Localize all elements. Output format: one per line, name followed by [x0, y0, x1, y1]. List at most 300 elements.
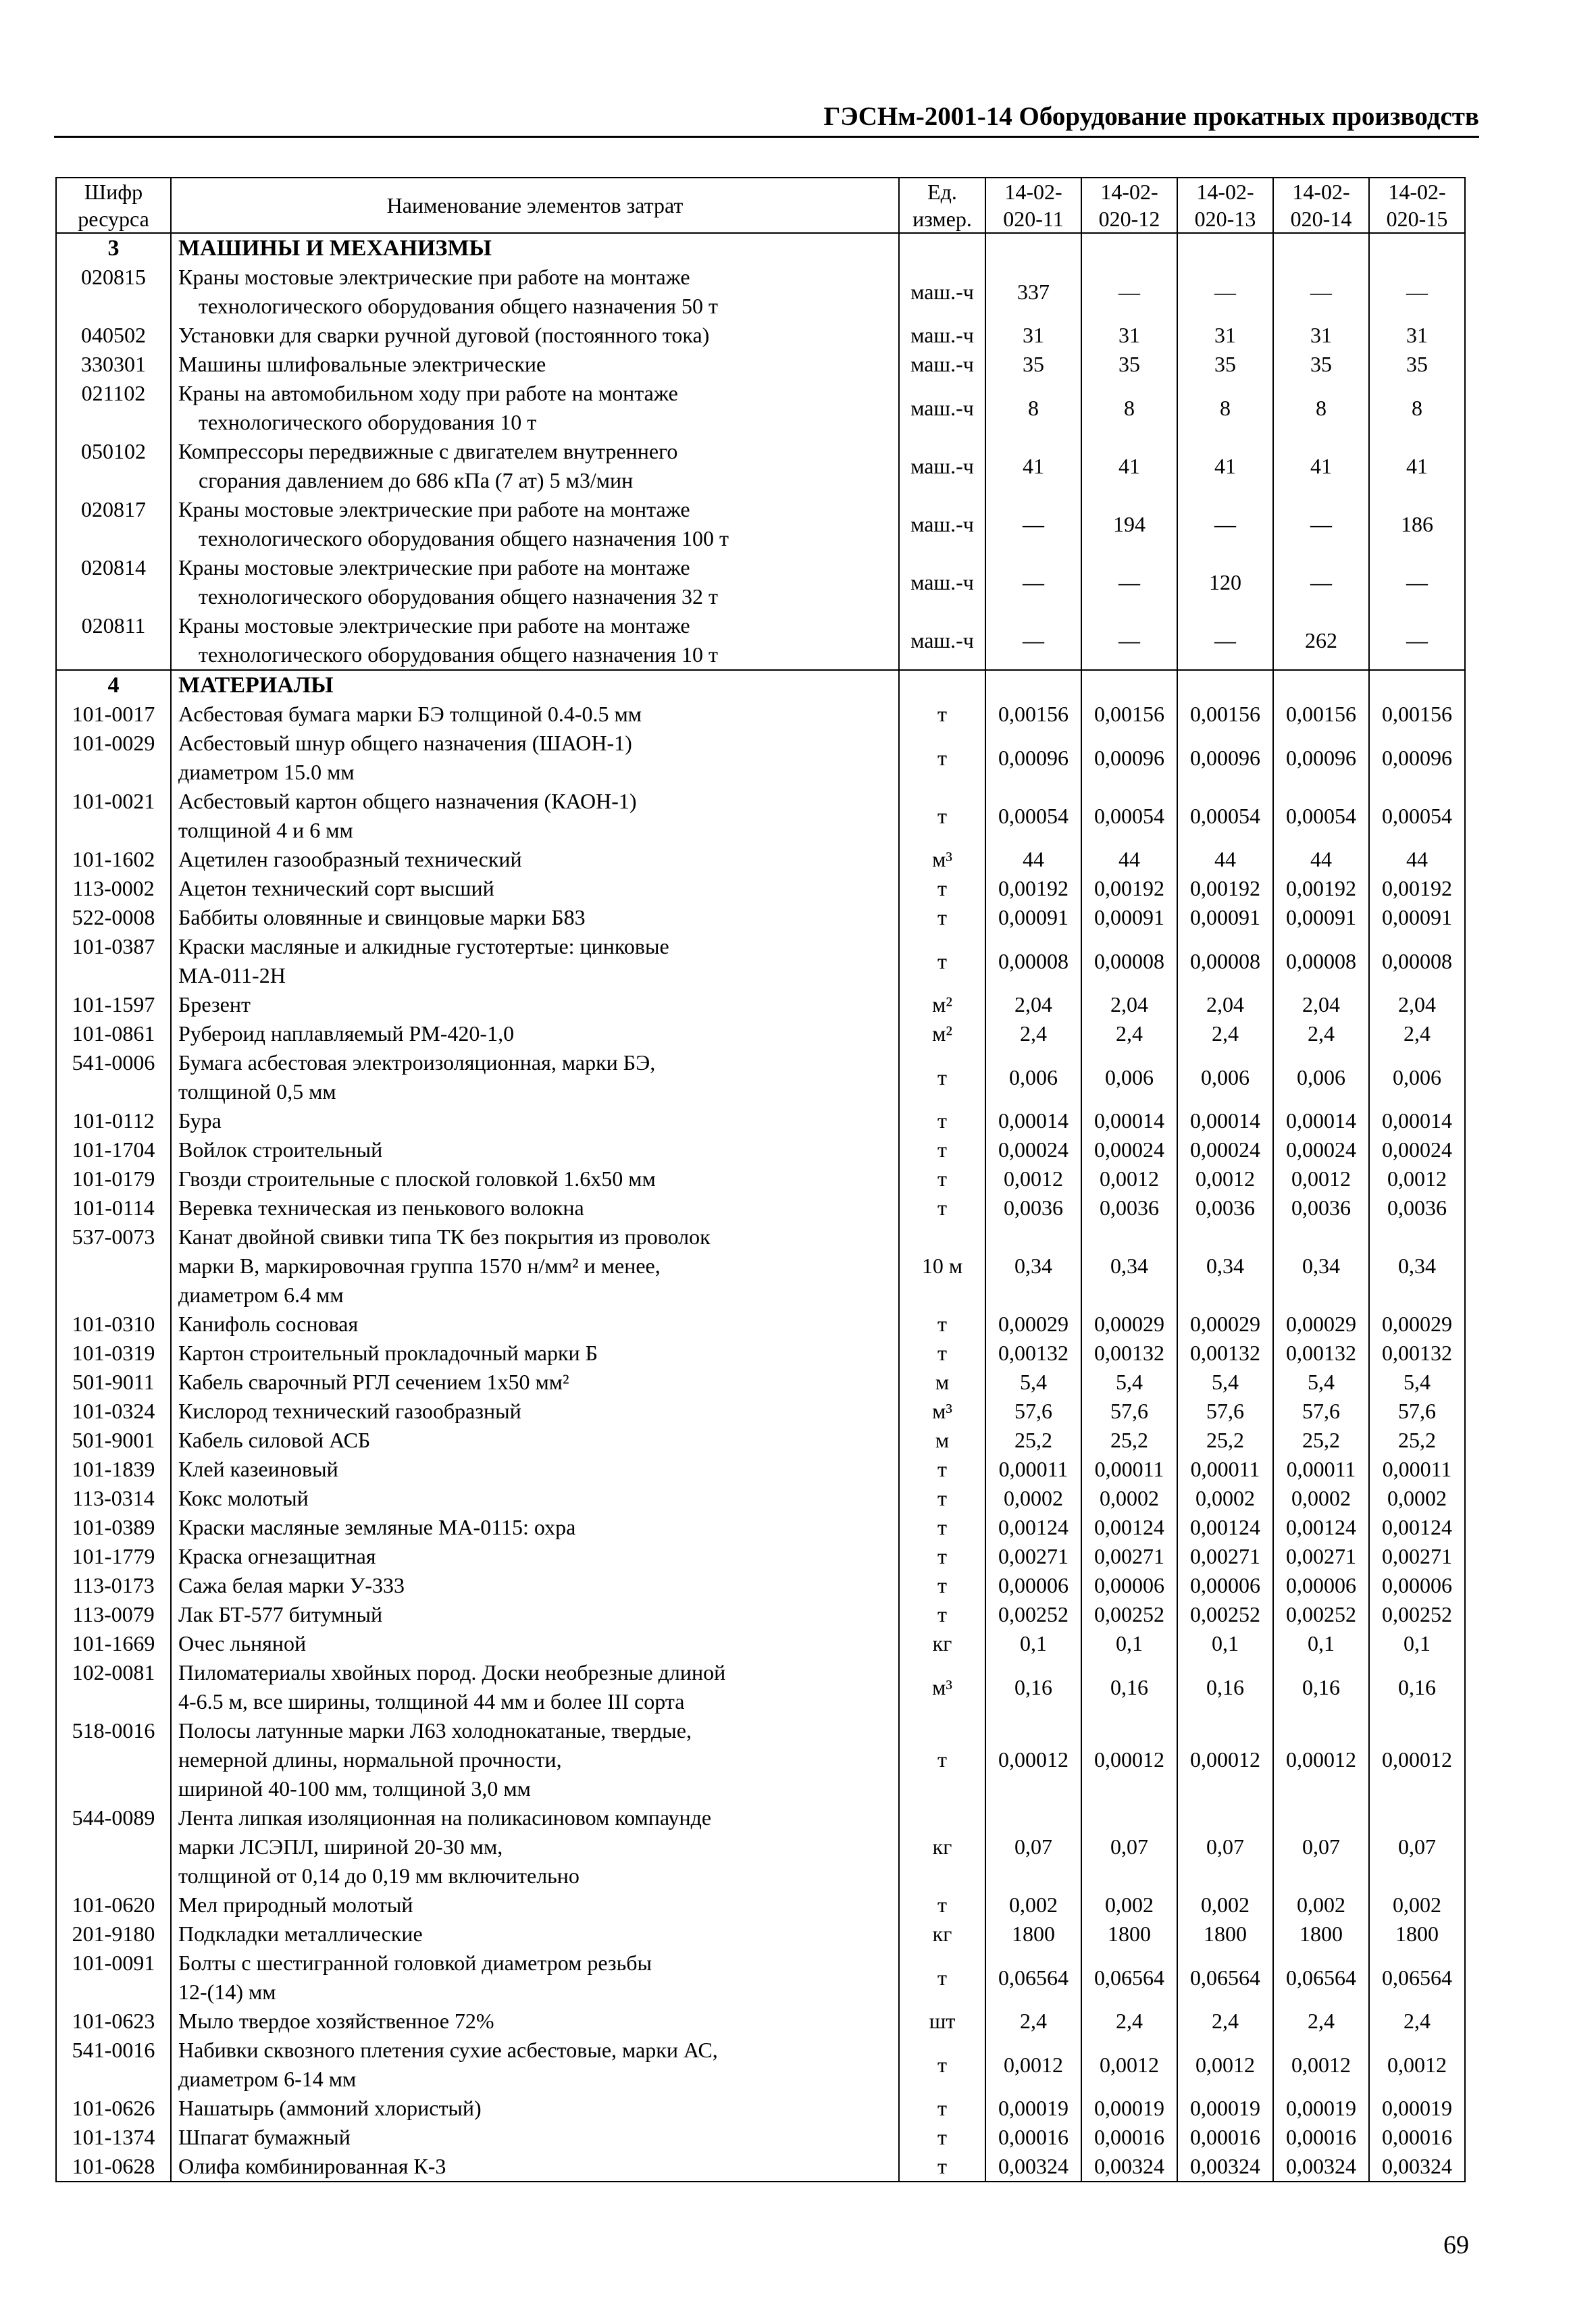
table-row — [56, 1803, 1465, 1891]
table-row — [56, 1223, 1465, 1310]
norm-value: 2,4 — [985, 1019, 1081, 1048]
empty-cell — [1273, 670, 1369, 700]
unit-of-measure: т — [899, 1484, 985, 1513]
norm-value: 1800 — [1273, 1920, 1369, 1949]
resource-name — [171, 1455, 899, 1484]
norm-value: — — [1177, 495, 1273, 553]
norm-value: 0,00124 — [1177, 1513, 1273, 1542]
resource-name — [171, 903, 899, 932]
norm-value: 0,00324 — [1081, 2152, 1177, 2182]
table-row — [56, 1600, 1465, 1629]
table-row — [56, 1629, 1465, 1658]
section-number: 3 — [56, 233, 171, 263]
column-header-norm-4 — [1273, 178, 1369, 233]
resource-code: 101-1602 — [56, 845, 171, 874]
table-row — [56, 932, 1465, 990]
norm-value: 0,00016 — [1081, 2123, 1177, 2152]
unit-of-measure: 10 м — [899, 1223, 985, 1310]
norm-value: 0,00011 — [1177, 1455, 1273, 1484]
norm-value: 0,00016 — [1177, 2123, 1273, 2152]
resource-name-line: Канат двойной свивки типа ТК без покрытия из проволок — [178, 1225, 711, 1249]
norm-value: 0,00014 — [1369, 1106, 1465, 1135]
page-number: 69 — [1443, 2231, 1469, 2259]
unit-of-measure: т — [899, 1600, 985, 1629]
norm-value: 0,07 — [1081, 1803, 1177, 1891]
resource-name — [171, 700, 899, 729]
norm-value: 0,00096 — [985, 729, 1081, 787]
resource-code: 040502 — [56, 321, 171, 350]
unit-of-measure: маш.-ч — [899, 321, 985, 350]
norm-value: 0,34 — [1081, 1223, 1177, 1310]
norm-value: 2,04 — [1369, 990, 1465, 1019]
norm-value: 0,00008 — [1081, 932, 1177, 990]
table-row — [56, 2036, 1465, 2094]
table-row — [56, 611, 1465, 670]
norm-value: 0,00324 — [985, 2152, 1081, 2182]
resource-name — [171, 495, 899, 553]
column-header-norm-3 — [1177, 178, 1273, 233]
norm-value: 44 — [1177, 845, 1273, 874]
norm-value: 41 — [1177, 437, 1273, 495]
table-row — [56, 2123, 1465, 2152]
resource-name — [171, 1600, 899, 1629]
resource-name-line: Асбестовый шнур общего назначения (ШАОН-1) — [178, 731, 632, 755]
norm-value: 57,6 — [1369, 1397, 1465, 1426]
resource-name-line: Установки для сварки ручной дуговой (постоянного тока) — [178, 323, 710, 347]
resource-name-line: Болты с шестигранной головкой диаметром резьбы — [178, 1951, 652, 1975]
section-header-row — [56, 670, 1465, 700]
resource-name — [171, 1484, 899, 1513]
norm-value: 0,07 — [985, 1803, 1081, 1891]
resource-name — [171, 1106, 899, 1135]
resource-name — [171, 1339, 899, 1368]
norm-value: 0,00016 — [985, 2123, 1081, 2152]
norm-value: 0,07 — [1273, 1803, 1369, 1891]
resource-code: 102-0081 — [56, 1658, 171, 1716]
norm-value: 0,002 — [1273, 1891, 1369, 1920]
resource-name-line: Гвозди строительные с плоской головкой 1.6х50 мм — [178, 1166, 656, 1191]
norm-value: 44 — [1369, 845, 1465, 874]
empty-cell — [899, 670, 985, 700]
resource-name — [171, 437, 899, 495]
norm-value: 0,00008 — [985, 932, 1081, 990]
norm-value: 0,00019 — [1177, 2094, 1273, 2123]
table-row — [56, 263, 1465, 321]
norm-value: 25,2 — [1369, 1426, 1465, 1455]
table-row — [56, 787, 1465, 845]
table-row — [56, 1426, 1465, 1455]
norm-value: 2,4 — [1081, 2007, 1177, 2036]
unit-of-measure: т — [899, 874, 985, 903]
norm-value: 25,2 — [1081, 1426, 1177, 1455]
empty-cell — [1081, 233, 1177, 263]
table-row — [56, 1339, 1465, 1368]
table-row — [56, 729, 1465, 787]
unit-of-measure: маш.-ч — [899, 350, 985, 379]
norm-value: 25,2 — [1177, 1426, 1273, 1455]
resource-name — [171, 1164, 899, 1193]
norm-value: 0,0036 — [1177, 1193, 1273, 1223]
unit-of-measure: т — [899, 1310, 985, 1339]
unit-of-measure: кг — [899, 1920, 985, 1949]
resource-code: 101-0029 — [56, 729, 171, 787]
unit-of-measure: т — [899, 787, 985, 845]
norm-value: 2,4 — [1273, 1019, 1369, 1048]
resource-name — [171, 2152, 899, 2182]
norm-value: 0,07 — [1369, 1803, 1465, 1891]
norm-value: 0,00006 — [1369, 1571, 1465, 1600]
norm-value: 2,04 — [1081, 990, 1177, 1019]
norm-value: 0,07 — [1177, 1803, 1273, 1891]
table-row — [56, 2152, 1465, 2182]
section-number: 4 — [56, 670, 171, 700]
table-row — [56, 1397, 1465, 1426]
unit-of-measure: т — [899, 1193, 985, 1223]
norm-value: 0,06564 — [1177, 1949, 1273, 2007]
norm-value: 2,4 — [1177, 2007, 1273, 2036]
empty-cell — [1177, 670, 1273, 700]
resource-name-line: Войлок строительный — [178, 1137, 383, 1162]
norm-value: 41 — [985, 437, 1081, 495]
resource-name-line: Краски масляные и алкидные густотертые: цинковые — [178, 934, 669, 958]
norm-value: 35 — [1273, 350, 1369, 379]
norm-value: 0,00252 — [1177, 1600, 1273, 1629]
norm-value: 0,34 — [1273, 1223, 1369, 1310]
resource-code: 518-0016 — [56, 1716, 171, 1803]
resource-code: 101-0324 — [56, 1397, 171, 1426]
norm-value: 0,00019 — [985, 2094, 1081, 2123]
unit-of-measure: кг — [899, 1803, 985, 1891]
norm-value: 0,00012 — [1177, 1716, 1273, 1803]
norm-value: 0,0002 — [1177, 1484, 1273, 1513]
resource-code: 101-0112 — [56, 1106, 171, 1135]
unit-of-measure: т — [899, 1891, 985, 1920]
norm-value: 0,1 — [1177, 1629, 1273, 1658]
norm-value: 0,00054 — [985, 787, 1081, 845]
resource-name — [171, 1571, 899, 1600]
unit-of-measure: т — [899, 1716, 985, 1803]
column-header-name: Наименование элементов затрат — [171, 178, 899, 233]
norm-value: 0,006 — [1177, 1048, 1273, 1106]
resource-name — [171, 932, 899, 990]
resource-code: 101-0861 — [56, 1019, 171, 1048]
empty-cell — [985, 233, 1081, 263]
resource-name-line: диаметром 15.0 мм — [178, 760, 355, 784]
norm-value: 0,002 — [1081, 1891, 1177, 1920]
unit-of-measure: т — [899, 2036, 985, 2094]
norm-value: 0,00252 — [1081, 1600, 1177, 1629]
resource-name — [171, 1629, 899, 1658]
norm-value: — — [1177, 611, 1273, 670]
unit-of-measure: кг — [899, 1629, 985, 1658]
norm-value: 0,00029 — [1081, 1310, 1177, 1339]
norm-value: 0,16 — [1081, 1658, 1177, 1716]
resource-code: 101-0387 — [56, 932, 171, 990]
resource-name-line: Баббиты оловянные и свинцовые марки Б83 — [178, 905, 586, 929]
unit-of-measure: маш.-ч — [899, 495, 985, 553]
norm-value: 0,1 — [1273, 1629, 1369, 1658]
norm-value: 0,00324 — [1273, 2152, 1369, 2182]
norm-value: — — [1273, 553, 1369, 611]
header-line: 020-14 — [1290, 207, 1352, 231]
resource-code: 101-0091 — [56, 1949, 171, 2007]
resource-code: 101-0389 — [56, 1513, 171, 1542]
header-line: 14-02- — [1004, 180, 1062, 204]
unit-of-measure: шт — [899, 2007, 985, 2036]
norm-value: 0,0036 — [1273, 1193, 1369, 1223]
norm-value: 0,00006 — [1081, 1571, 1177, 1600]
norm-value: 0,00192 — [1081, 874, 1177, 903]
norm-value: 0,00014 — [1081, 1106, 1177, 1135]
norm-value: — — [1273, 495, 1369, 553]
norm-value: 31 — [1369, 321, 1465, 350]
resource-name — [171, 1542, 899, 1571]
unit-of-measure: м — [899, 1426, 985, 1455]
norm-value: 31 — [985, 321, 1081, 350]
norm-value: 2,4 — [1369, 2007, 1465, 2036]
resource-name — [171, 553, 899, 611]
norm-value: 0,00271 — [1369, 1542, 1465, 1571]
unit-of-measure: маш.-ч — [899, 263, 985, 321]
resource-name-line: Асбестовый картон общего назначения (КАОН-1) — [178, 789, 637, 813]
norm-value: — — [1273, 263, 1369, 321]
resource-name-line: 4-6.5 м, все ширины, толщиной 44 мм и более III сорта — [178, 1689, 685, 1714]
column-header-norm-2 — [1081, 178, 1177, 233]
norm-value: 0,00012 — [985, 1716, 1081, 1803]
table-row — [56, 1368, 1465, 1397]
empty-cell — [1273, 233, 1369, 263]
unit-of-measure: т — [899, 1571, 985, 1600]
resource-code: 101-0017 — [56, 700, 171, 729]
norm-value: 0,00271 — [1081, 1542, 1177, 1571]
section-header-row — [56, 233, 1465, 263]
norm-value: 0,00192 — [985, 874, 1081, 903]
norm-value: 0,0002 — [985, 1484, 1081, 1513]
resource-name-line: сгорания давлением до 686 кПа (7 ат) 5 м3/мин — [199, 468, 634, 492]
resource-name — [171, 787, 899, 845]
resource-code: 101-0310 — [56, 1310, 171, 1339]
norm-value: 2,04 — [985, 990, 1081, 1019]
norm-value: 2,04 — [1177, 990, 1273, 1019]
resource-code: 541-0006 — [56, 1048, 171, 1106]
resource-code: 020817 — [56, 495, 171, 553]
norm-value: 0,00156 — [1177, 700, 1273, 729]
norm-value: 0,00132 — [1273, 1339, 1369, 1368]
header-line: 020-13 — [1194, 207, 1256, 231]
norm-value: 0,00011 — [1273, 1455, 1369, 1484]
unit-of-measure: т — [899, 1542, 985, 1571]
norm-value: 0,0012 — [1081, 2036, 1177, 2094]
table-row — [56, 1455, 1465, 1484]
norm-value: 35 — [1081, 350, 1177, 379]
empty-cell — [1081, 670, 1177, 700]
resource-name-line: толщиной 4 и 6 мм — [178, 818, 353, 842]
resource-code: 541-0016 — [56, 2036, 171, 2094]
unit-of-measure: т — [899, 729, 985, 787]
resource-name — [171, 1368, 899, 1397]
norm-value: 0,0012 — [985, 1164, 1081, 1193]
norm-value: 5,4 — [1177, 1368, 1273, 1397]
resource-name-line: Подкладки металлические — [178, 1922, 423, 1946]
norm-value: 0,00132 — [985, 1339, 1081, 1368]
norm-value: 0,34 — [1177, 1223, 1273, 1310]
norm-value: 262 — [1273, 611, 1369, 670]
norm-value: 41 — [1369, 437, 1465, 495]
resource-code: 537-0073 — [56, 1223, 171, 1310]
norm-value: 1800 — [1081, 1920, 1177, 1949]
resource-name — [171, 990, 899, 1019]
table-header-row — [56, 178, 1465, 233]
norm-value: 31 — [1081, 321, 1177, 350]
resource-name-line: Олифа комбинированная К-3 — [178, 2154, 446, 2178]
resource-name-line: Ацетилен газообразный технический — [178, 847, 522, 871]
norm-value: 2,4 — [1273, 2007, 1369, 2036]
unit-of-measure: т — [899, 700, 985, 729]
resource-name — [171, 1513, 899, 1542]
resource-name-line: Краны мостовые электрические при работе на монтаже — [178, 265, 690, 289]
header-line: 020-11 — [1003, 207, 1064, 231]
norm-value: — — [1081, 611, 1177, 670]
norm-value: 0,00029 — [1273, 1310, 1369, 1339]
norm-value: 0,00014 — [1273, 1106, 1369, 1135]
resource-code: 201-9180 — [56, 1920, 171, 1949]
norm-value: 35 — [985, 350, 1081, 379]
norm-value: 0,00252 — [985, 1600, 1081, 1629]
norm-value: 57,6 — [1273, 1397, 1369, 1426]
column-header-unit — [899, 178, 985, 233]
empty-cell — [985, 670, 1081, 700]
norm-value: 0,1 — [1369, 1629, 1465, 1658]
norm-value: 194 — [1081, 495, 1177, 553]
unit-of-measure: т — [899, 1949, 985, 2007]
norm-value: 0,006 — [1081, 1048, 1177, 1106]
resource-name-line: диаметром 6-14 мм — [178, 2067, 357, 2091]
norm-value: 0,00096 — [1273, 729, 1369, 787]
norm-value: 8 — [1081, 379, 1177, 437]
resource-name-line: диаметром 6.4 мм — [178, 1283, 344, 1307]
norm-value: 0,00132 — [1369, 1339, 1465, 1368]
norm-value: — — [1177, 263, 1273, 321]
table-row — [56, 1716, 1465, 1803]
norm-value: 0,00024 — [1081, 1135, 1177, 1164]
norm-value: 0,00324 — [1177, 2152, 1273, 2182]
resource-table-container — [55, 177, 1464, 2182]
resource-name-line: Асбестовая бумага марки БЭ толщиной 0.4-0.5 мм — [178, 702, 642, 726]
table-row — [56, 350, 1465, 379]
norm-value: 0,00124 — [1369, 1513, 1465, 1542]
section-title: МАШИНЫ И МЕХАНИЗМЫ — [171, 233, 899, 263]
norm-value: 0,00054 — [1273, 787, 1369, 845]
norm-value: 1800 — [1177, 1920, 1273, 1949]
resource-code: 050102 — [56, 437, 171, 495]
resource-code: 113-0002 — [56, 874, 171, 903]
norm-value: 44 — [1273, 845, 1369, 874]
norm-value: 2,4 — [985, 2007, 1081, 2036]
empty-cell — [1369, 233, 1465, 263]
resource-code: 101-0114 — [56, 1193, 171, 1223]
resource-name — [171, 263, 899, 321]
norm-value: 0,00324 — [1369, 2152, 1465, 2182]
norm-value: 0,00029 — [985, 1310, 1081, 1339]
resource-name-line: Краны мостовые электрические при работе на монтаже — [178, 555, 690, 580]
resource-name-line: Картон строительный прокладочный марки Б — [178, 1341, 598, 1365]
column-header-norm-1 — [985, 178, 1081, 233]
resource-code: 101-1839 — [56, 1455, 171, 1484]
resource-name-line: Краны мостовые электрические при работе на монтаже — [178, 613, 690, 638]
table-row — [56, 1310, 1465, 1339]
norm-value: 0,00006 — [1273, 1571, 1369, 1600]
norm-value: 41 — [1081, 437, 1177, 495]
unit-of-measure: т — [899, 1164, 985, 1193]
unit-of-measure: маш.-ч — [899, 437, 985, 495]
norm-value: — — [985, 553, 1081, 611]
resource-code: 020811 — [56, 611, 171, 670]
resource-code: 101-1597 — [56, 990, 171, 1019]
resource-code: 101-1374 — [56, 2123, 171, 2152]
norm-value: 0,0036 — [1081, 1193, 1177, 1223]
resource-name-line: марки В, маркировочная группа 1570 н/мм² и менее, — [178, 1254, 661, 1278]
norm-value: 0,00192 — [1273, 874, 1369, 903]
norm-value: 0,0012 — [985, 2036, 1081, 2094]
norm-value: 0,00012 — [1081, 1716, 1177, 1803]
norm-value: 1800 — [985, 1920, 1081, 1949]
norm-value: 35 — [1177, 350, 1273, 379]
norm-value: 0,34 — [1369, 1223, 1465, 1310]
resource-code: 113-0079 — [56, 1600, 171, 1629]
resource-name-line: Бумага асбестовая электроизоляционная, марки БЭ, — [178, 1050, 656, 1075]
norm-value: 0,00006 — [1177, 1571, 1273, 1600]
resource-name-line: Набивки сквозного плетения сухие асбестовые, марки АС, — [178, 2038, 718, 2062]
norm-value: 0,00011 — [1369, 1455, 1465, 1484]
resource-code: 101-1779 — [56, 1542, 171, 1571]
resource-name-line: Краски масляные земляные МА-0115: охра — [178, 1515, 576, 1539]
resource-name-line: Лак БТ-577 битумный — [178, 1602, 383, 1626]
norm-value: 0,0002 — [1369, 1484, 1465, 1513]
norm-value: 0,16 — [1369, 1658, 1465, 1716]
table-row — [56, 903, 1465, 932]
header-line: ресурса — [78, 207, 149, 231]
norm-value: 0,00271 — [1177, 1542, 1273, 1571]
norm-value: 0,00011 — [985, 1455, 1081, 1484]
table-row — [56, 495, 1465, 553]
norm-value: 0,00091 — [1177, 903, 1273, 932]
norm-value: 0,0036 — [985, 1193, 1081, 1223]
norm-value: 0,0012 — [1369, 1164, 1465, 1193]
norm-value: — — [1369, 263, 1465, 321]
resource-name — [171, 1223, 899, 1310]
norm-value: 0,06564 — [985, 1949, 1081, 2007]
resource-code: 020814 — [56, 553, 171, 611]
table-row — [56, 379, 1465, 437]
unit-of-measure: м³ — [899, 1658, 985, 1716]
table-row — [56, 1513, 1465, 1542]
norm-value: 0,06564 — [1273, 1949, 1369, 2007]
norm-value: — — [1369, 553, 1465, 611]
resource-name — [171, 1019, 899, 1048]
norm-value: 0,00252 — [1273, 1600, 1369, 1629]
header-line: Шифр — [84, 180, 143, 204]
norm-value: 0,00192 — [1177, 874, 1273, 903]
resource-code: 101-0021 — [56, 787, 171, 845]
resource-name — [171, 729, 899, 787]
norm-value: 0,0012 — [1081, 1164, 1177, 1193]
norm-value: — — [985, 611, 1081, 670]
norm-value: 0,00096 — [1081, 729, 1177, 787]
norm-value: — — [1369, 611, 1465, 670]
norm-value: 0,00271 — [1273, 1542, 1369, 1571]
resource-name — [171, 1135, 899, 1164]
resource-name-line: Веревка техническая из пенькового волокна — [178, 1195, 584, 1220]
